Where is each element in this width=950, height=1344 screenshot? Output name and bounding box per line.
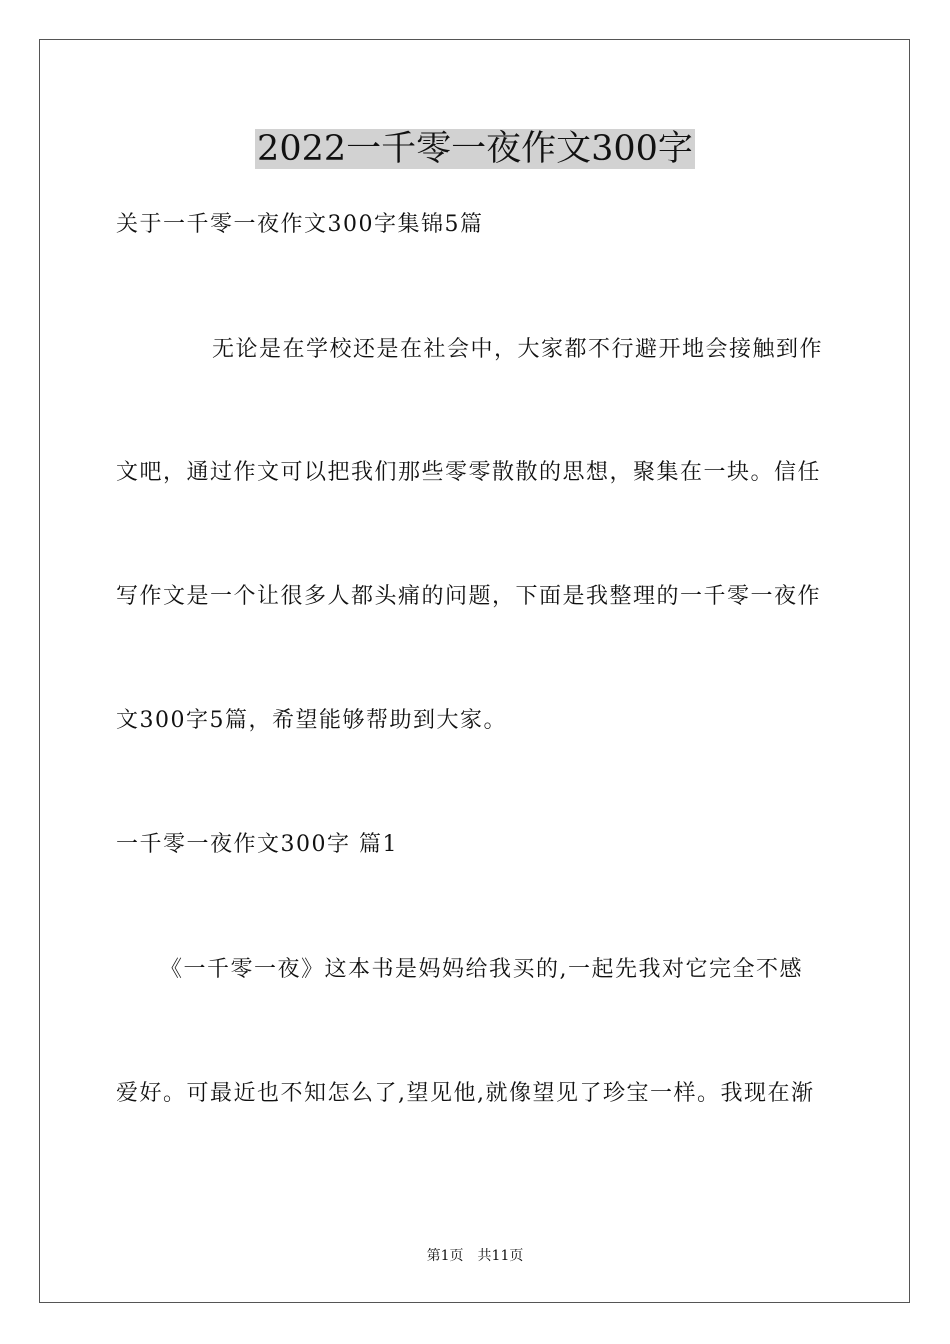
section-line-1: 《一千零一夜》这本书是妈妈给我买的,一起先我对它完全不感 [160,957,803,982]
section-heading: 一千零一夜作文300字 篇1 [116,832,398,857]
document-title [0,128,950,170]
page-footer: 第1页 共11页 [426,1248,524,1264]
paragraph-line-2: 文吧，通过作文可以把我们那些零零散散的思想，聚集在一块。信任 [116,460,822,485]
paragraph-line-1: 无论是在学校还是在社会中，大家都不行避开地会接触到作 [212,337,824,362]
section-line-2: 爱好。可最近也不知怎么了,望见他,就像望见了珍宝一样。我现在渐 [116,1081,815,1106]
paragraph-line-3: 写作文是一个让很多人都头痛的问题，下面是我整理的一千零一夜作 [116,584,822,609]
paragraph-line-4: 文300字5篇，希望能够帮助到大家。 [116,708,507,733]
document-subtitle: 关于一千零一夜作文300字集锦5篇 [116,212,484,237]
document-title-text: 2022一千零一夜作文300字 [257,129,693,169]
